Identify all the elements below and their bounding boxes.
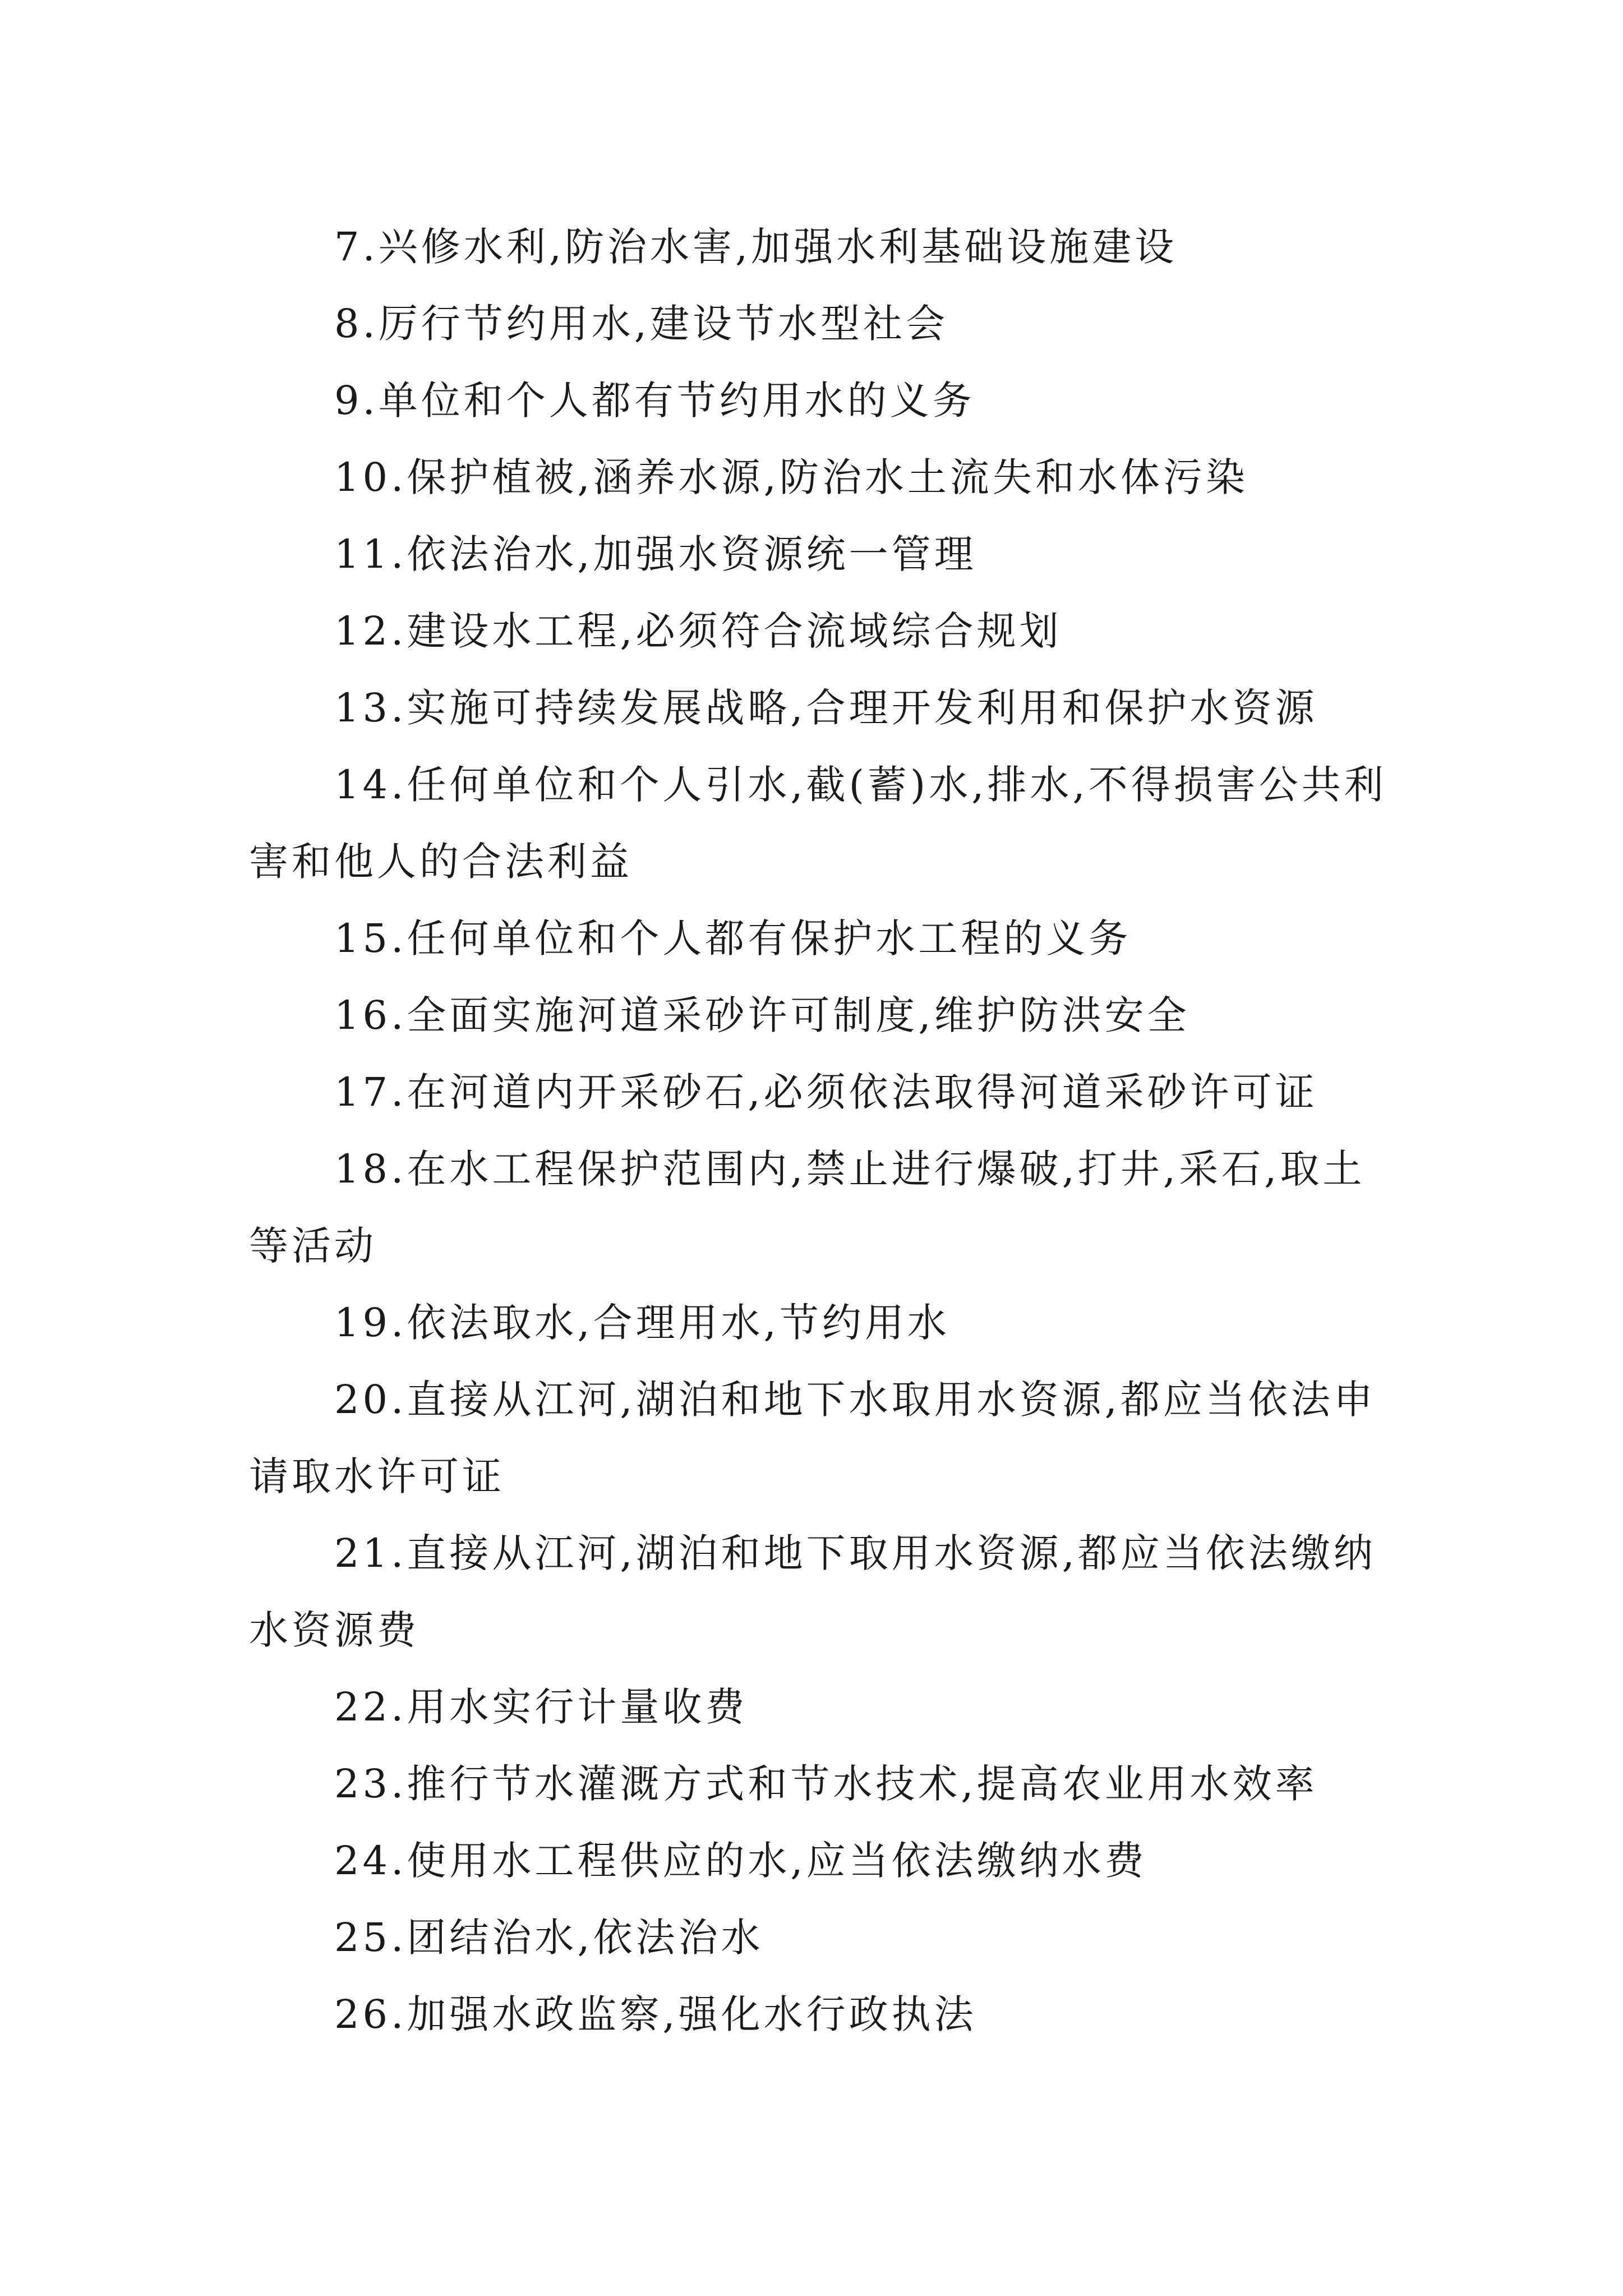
list-item: 19.依法取水,合理用水,节约用水: [334, 1300, 950, 1346]
list-item: 21.直接从江河,湖泊和地下取用水资源,都应当依法缴纳水资源费: [249, 1530, 1376, 1653]
list-item: 10.保护植被,涵养水源,防治水土流失和水体污染: [334, 454, 1248, 500]
list-item: 15.任何单位和个人都有保护水工程的义务: [334, 915, 1132, 961]
list-item: 7.兴修水利,防治水害,加强水利基础设施建设: [334, 224, 1178, 270]
list-item: 14.任何单位和个人引水,截(蓄)水,排水,不得损害公共利害和他人的合法利益: [249, 762, 1387, 885]
list-item: 18.在水工程保护范围内,禁止进行爆破,打井,采石,取土等活动: [249, 1146, 1366, 1269]
list-item: 8.厉行节约用水,建设节水型社会: [334, 301, 949, 347]
list-item: 11.依法治水,加强水资源统一管理: [334, 531, 977, 577]
list-item: 16.全面实施河道采砂许可制度,维护防洪安全: [334, 992, 1190, 1038]
list-item: 13.实施可持续发展战略,合理开发利用和保护水资源: [334, 685, 1318, 731]
list-item: 17.在河道内开采砂石,必须依法取得河道采砂许可证: [334, 1069, 1318, 1115]
list-item: 26.加强水政监察,强化水行政执法: [334, 1991, 977, 2037]
list-item: 9.单位和个人都有节约用水的义务: [334, 378, 975, 424]
list-item: 25.团结治水,依法治水: [334, 1915, 764, 1961]
list-item: 23.推行节水灌溉方式和节水技术,提高农业用水效率: [334, 1761, 1318, 1807]
list-item: 20.直接从江河,湖泊和地下水取用水资源,都应当依法申请取水许可证: [249, 1377, 1376, 1499]
slogan-list: [249, 209, 1387, 2053]
list-item: 12.建设水工程,必须符合流域综合规划: [334, 608, 1062, 654]
list-item: 24.使用水工程供应的水,应当依法缴纳水费: [334, 1838, 1147, 1884]
list-item: 22.用水实行计量收费: [334, 1684, 748, 1730]
